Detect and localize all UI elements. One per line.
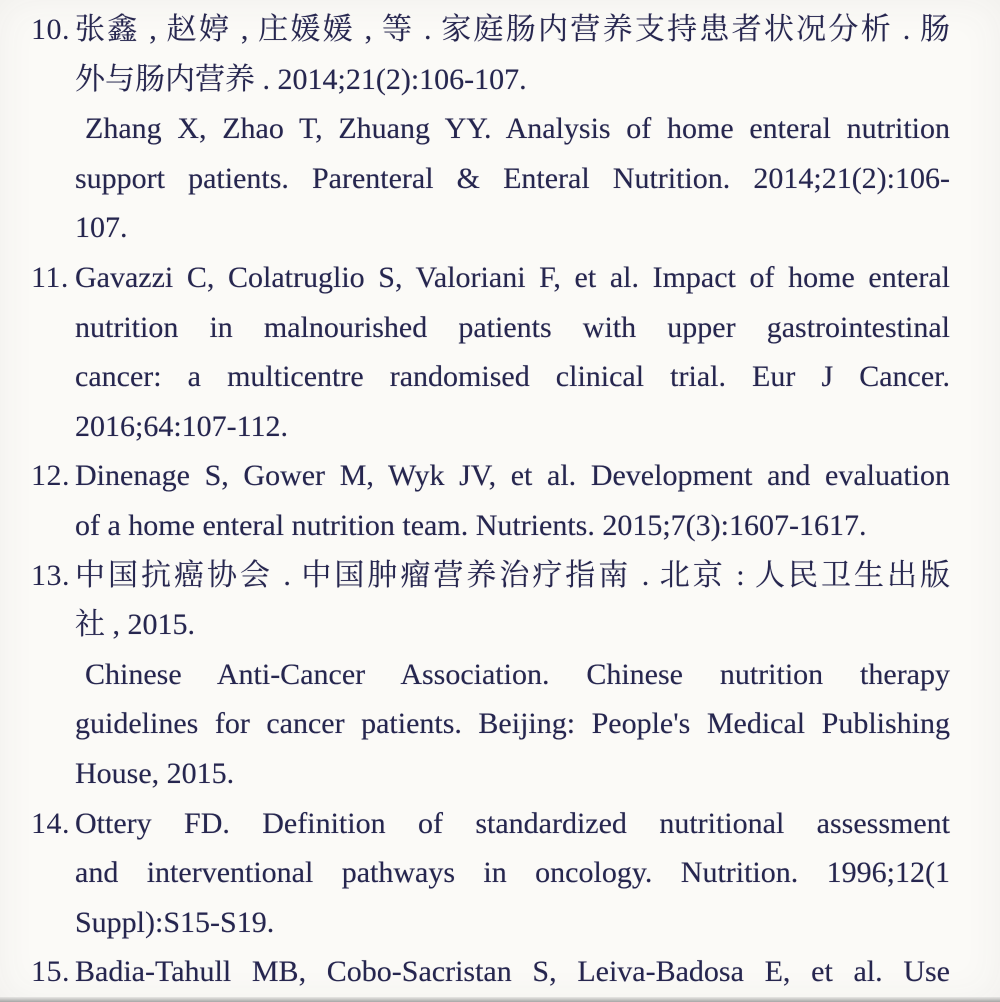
reference-paragraph-citation-en — [75, 947, 950, 997]
reference-number: 11. — [31, 260, 69, 294]
reference-entry — [31, 451, 950, 550]
reference-number: 13. — [31, 558, 70, 592]
reference-line: House, 2015. — [75, 756, 235, 790]
reference-paragraph-citation-zh — [75, 551, 950, 650]
reference-number: 14. — [31, 806, 70, 840]
reference-line: 张鑫 , 赵婷 , 庄媛媛 , 等 . 家庭肠内营养支持患者状况分析 . 肠 — [75, 13, 950, 46]
reference-line: Zhang X, Zhao T, Zhuang YY. Analysis of home enteral nutrition — [85, 112, 950, 146]
page-bottom-scan-edge — [0, 997, 1000, 1002]
reference-paragraph-translation-en — [75, 104, 950, 253]
reference-line: 外与肠内营养 . 2014;21(2):106-107. — [75, 62, 527, 96]
reference-line: 中国抗癌协会 . 中国肿瘤营养治疗指南 . 北京 : 人民卫生出版 — [75, 558, 950, 592]
reference-number: 15. — [31, 955, 70, 989]
reference-line: and interventional pathways in oncology. Nutrition. 1996;12(1 — [75, 856, 950, 890]
reference-line: Dinenage S, Gower M, Wyk JV, et al. Development and evaluation — [75, 459, 950, 493]
reference-line: 107. — [75, 211, 128, 245]
reference-line: Badia-Tahull MB, Cobo-Sacristan S, Leiva-Badosa E, et al. Use — [75, 955, 950, 989]
reference-line: nutrition in malnourished patients with upper gastrointestinal — [75, 310, 950, 344]
reference-entry — [31, 947, 950, 997]
reference-line: support patients. Parenteral & Enteral Nutrition. 2014;21(2):106- — [75, 161, 950, 195]
reference-line: guidelines for cancer patients. Beijing: People's Medical Publishing — [75, 707, 950, 741]
reference-line: Ottery FD. Definition of standardized nutritional assessment — [75, 806, 950, 840]
reference-line: Gavazzi C, Colatruglio S, Valoriani F, et al. Impact of home enteral — [75, 260, 950, 294]
reference-number: 12. — [31, 459, 70, 493]
reference-paragraph-citation-zh — [75, 5, 950, 104]
reference-line: of a home enteral nutrition team. Nutrients. 2015;7(3):1607-1617. — [75, 508, 867, 542]
reference-entry — [31, 551, 950, 799]
reference-line: 2016;64:107-112. — [75, 409, 289, 443]
reference-line: Chinese Anti-Cancer Association. Chinese nutrition therapy — [85, 657, 950, 691]
reference-entry — [31, 799, 950, 948]
reference-line: cancer: a multicentre randomised clinical trial. Eur J Cancer. — [75, 360, 950, 394]
reference-entry — [31, 5, 950, 253]
reference-paragraph-translation-en — [75, 650, 950, 799]
reference-number: 10. — [31, 13, 70, 46]
reference-paragraph-citation-en — [75, 451, 950, 550]
reference-line: Suppl):S15-S19. — [75, 905, 275, 939]
reference-paragraph-citation-en — [75, 253, 950, 451]
reference-paragraph-citation-en — [75, 799, 950, 948]
reference-entry — [31, 253, 950, 451]
reference-line: 社 , 2015. — [75, 608, 195, 642]
